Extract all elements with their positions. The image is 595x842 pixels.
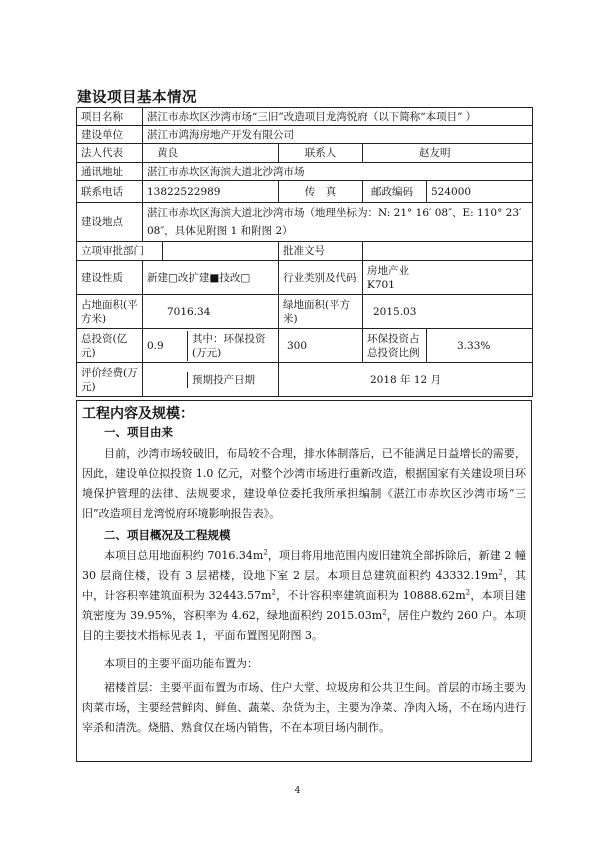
sup-c: 2	[271, 588, 276, 597]
address-label: 通讯地址	[77, 163, 143, 181]
nature-value: 新建□改扩建■技改□	[143, 261, 279, 295]
p1-seg-c: ，其中，计容积率建筑面积为 32443.57m	[82, 569, 526, 602]
postcode-label: 邮政编码	[363, 181, 427, 203]
contact-label: 联系人	[279, 144, 363, 163]
green-area-value: 2015.03	[363, 295, 533, 329]
p1-seg-a: 本项目总用地面积约 7016.34m	[104, 549, 264, 562]
prod-date-label: 预期投产日期	[192, 373, 255, 386]
sup-a: 2	[263, 548, 268, 557]
sup-b: 2	[498, 568, 503, 577]
land-area-label: 占地面积(平方米)	[77, 295, 143, 329]
nature-label: 建设性质	[77, 261, 143, 295]
p1-seg-e: ，本项目建筑密度为 39.95%，容积率为 4.62，绿地面积约 2015.03m	[82, 589, 527, 622]
prod-date-value: 2018 年 12 月	[279, 363, 533, 397]
env-invest-label: 其中：环保投资(万元)	[192, 332, 266, 359]
eval-sub-table	[143, 372, 278, 388]
address-value: 湛江市赤坎区海滨大道北沙湾市场	[143, 163, 533, 181]
section1-paragraph: 目前，沙湾市场较破旧，布局较不合理，排水体制落后，已不能满足日益增长的需要，因此，建设单位拟投资 1.0 亿元，对整个沙湾市场进行重新改造，根据国家有关建设项目环境保护管理的法律、法规要求，建设单位委托我所承担编制《湛江市赤坎区沙湾市场“三旧”改造项目龙湾悦府环境影响报告表》。	[82, 447, 526, 520]
page-heading: 建设项目基本情况	[77, 90, 197, 106]
legal-rep-label: 法人代表	[77, 144, 143, 163]
site-label: 建设地点	[77, 203, 143, 242]
p1-seg-d: ，不计容积率建筑面积为 10888.62m	[275, 589, 466, 602]
phone-value: 13822522989	[143, 181, 279, 203]
land-area-value: 7016.34	[143, 295, 279, 329]
fax-label: 传 真	[279, 181, 363, 203]
green-area-label: 绿地面积(平方米)	[279, 295, 363, 329]
content-title: 工程内容及规模：	[82, 406, 194, 422]
section2-paragraph3: 裙楼首层：主要平面布置为市场、住户大堂、垃圾房和公共卫生间。首层的市场主要为肉菜市场，主要经营鲜肉、鲜鱼、蔬菜、杂货为主，主要为净菜、净肉入场，不在场内进行宰杀和清洗。烧腊、熟食仅在场内销售，不在本项目场内制作。	[82, 681, 526, 734]
approval-dept-value	[163, 242, 279, 261]
total-invest-label: 总投资(亿元)	[77, 329, 143, 363]
invest-sub-cell	[143, 329, 279, 363]
sup-e: 2	[382, 608, 387, 617]
section2-title: 二、项目概况及工程规模	[104, 528, 231, 542]
industry-line1: 房地产业	[367, 264, 409, 277]
postcode-value: 524000	[427, 181, 533, 203]
env-ratio-value: 3.33%	[427, 329, 533, 363]
project-name-label: 项目名称	[77, 108, 143, 126]
sup-d: 2	[465, 588, 471, 597]
invest-sub-table	[143, 331, 278, 361]
eval-fee-label: 评价经费(万元)	[77, 363, 143, 397]
contact-value: 赵友明	[363, 144, 533, 163]
approval-no-value	[363, 242, 533, 261]
page-number: 4	[294, 786, 301, 796]
project-info-table	[76, 107, 533, 397]
industry-line2: K701	[367, 278, 395, 291]
section1-title: 一、项目由来	[104, 425, 173, 439]
eval-fee-value	[143, 372, 188, 388]
env-invest-value: 300	[279, 329, 363, 363]
total-invest-value: 0.9	[143, 331, 188, 361]
eval-fee-cell	[143, 363, 279, 397]
industry-value	[363, 261, 533, 295]
builder-value: 湛江市鸿海房地产开发有限公司	[143, 126, 533, 144]
site-value: 湛江市赤坎区海滨大道北沙湾市场（地理坐标为：N: 21° 16′ 08″、E: 110° 23′ 08″，具体见附图 1 和附图 2）	[143, 203, 533, 242]
builder-label: 建设单位	[77, 126, 143, 144]
approval-no-label: 批准文号	[279, 242, 363, 261]
section2-paragraph2: 本项目的主要平面功能布置为：	[104, 657, 258, 670]
p1-seg-f: ，居住户数约 260 户。本项目的主要技术指标见表 1，平面布置图见附图 3。	[82, 609, 526, 642]
approval-dept-label: 立项审批部门	[77, 242, 163, 261]
industry-label: 行业类别及代码	[279, 261, 363, 295]
p1-seg-b: ，项目将用地范围内废旧建筑全部拆除后，新建 2 幢 30 层商住楼，设有 3 层裙楼，设地下室 2 层。本项目总建筑面积约 43332.19m	[82, 549, 526, 582]
phone-label: 联系电话	[77, 181, 143, 203]
env-ratio-label: 环保投资占总投资比例	[363, 329, 427, 363]
legal-rep-value: 黄良	[143, 144, 279, 163]
section2-paragraph1	[82, 546, 526, 646]
project-name-value: 湛江市赤坎区沙湾市场“三旧”改造项目龙湾悦府（以下简称“本项目” ）	[143, 108, 533, 126]
